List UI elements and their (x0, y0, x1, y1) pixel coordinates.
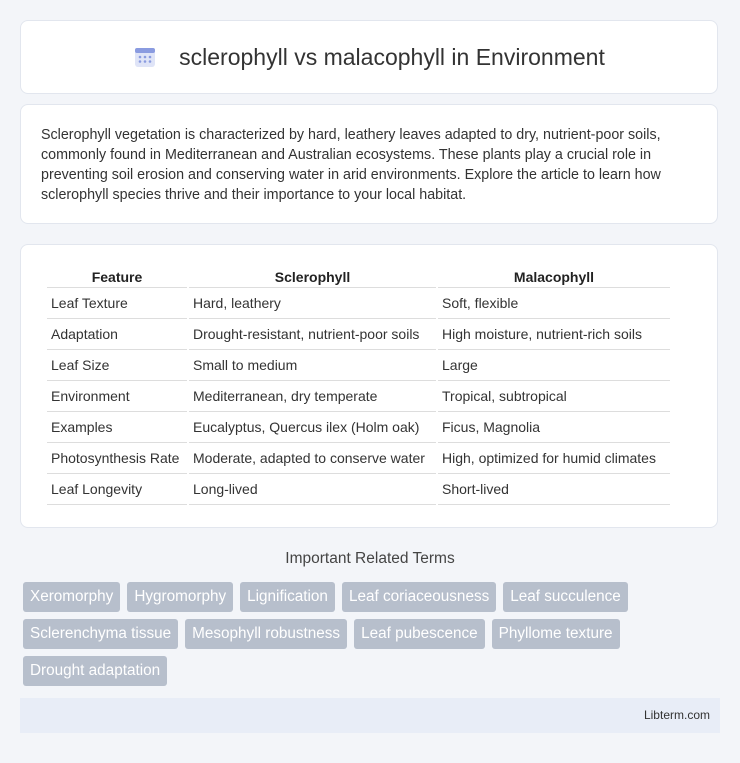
table-cell: Adaptation (47, 319, 187, 350)
table-cell: High, optimized for humid climates (438, 443, 670, 474)
related-term-tag[interactable]: Hygromorphy (127, 582, 233, 612)
intro-card (20, 104, 718, 224)
calendar-grid-icon (133, 45, 157, 69)
table-cell: Leaf Texture (47, 288, 187, 319)
table-cell: Large (438, 350, 670, 381)
related-term-tag[interactable]: Mesophyll robustness (185, 619, 347, 649)
table-row (47, 474, 670, 505)
table-cell: Hard, leathery (189, 288, 436, 319)
table-row (47, 443, 670, 474)
related-term-tag[interactable]: Phyllome texture (492, 619, 620, 649)
table-cell: Moderate, adapted to conserve water (189, 443, 436, 474)
table-cell: Environment (47, 381, 187, 412)
table-cell: Soft, flexible (438, 288, 670, 319)
related-term-tag[interactable]: Leaf succulence (503, 582, 628, 612)
footer (20, 698, 720, 733)
table-cell: Examples (47, 412, 187, 443)
table-cell: Eucalyptus, Quercus ilex (Holm oak) (189, 412, 436, 443)
table-row (47, 319, 670, 350)
table-cell: Tropical, subtropical (438, 381, 670, 412)
page-title: sclerophyll vs malacophyll in Environment (179, 43, 605, 70)
related-term-tag[interactable]: Leaf coriaceousness (342, 582, 496, 612)
table-cell: Leaf Size (47, 350, 187, 381)
table-cell: Long-lived (189, 474, 436, 505)
table-header-row (47, 267, 670, 288)
table-cell: Ficus, Magnolia (438, 412, 670, 443)
table-cell: Small to medium (189, 350, 436, 381)
table-cell: Drought-resistant, nutrient-poor soils (189, 319, 436, 350)
table-row (47, 288, 670, 319)
table-row (47, 412, 670, 443)
related-term-tag[interactable]: Sclerenchyma tissue (23, 619, 178, 649)
comparison-table-card (20, 244, 718, 528)
related-term-tag[interactable]: Xeromorphy (23, 582, 120, 612)
intro-text: Sclerophyll vegetation is characterized by hard, leathery leaves adapted to dry, nutrient-poor soils, commonly found in Mediterranean and Australian ecosystems. These plants play a crucial role in preventing soil erosion and conserving water in arid environments. Explore the article to learn how sclerophyll species thrive and their importance to your local habitat. (41, 127, 661, 203)
title-card (20, 20, 718, 94)
table-cell: High moisture, nutrient-rich soils (438, 319, 670, 350)
related-terms-tags (23, 582, 713, 686)
column-header-feature: Feature (47, 267, 187, 288)
table-row (47, 381, 670, 412)
table-cell: Mediterranean, dry temperate (189, 381, 436, 412)
comparison-table (45, 267, 672, 505)
table-cell: Leaf Longevity (47, 474, 187, 505)
related-terms-heading: Important Related Terms (285, 550, 455, 567)
related-term-tag[interactable]: Leaf pubescence (354, 619, 485, 649)
column-header-malacophyll: Malacophyll (438, 267, 670, 288)
table-cell: Photosynthesis Rate (47, 443, 187, 474)
related-term-tag[interactable]: Lignification (240, 582, 335, 612)
related-term-tag[interactable]: Drought adaptation (23, 656, 167, 686)
column-header-sclerophyll: Sclerophyll (189, 267, 436, 288)
table-row (47, 350, 670, 381)
table-cell: Short-lived (438, 474, 670, 505)
footer-site-link[interactable]: Libterm.com (643, 708, 710, 722)
